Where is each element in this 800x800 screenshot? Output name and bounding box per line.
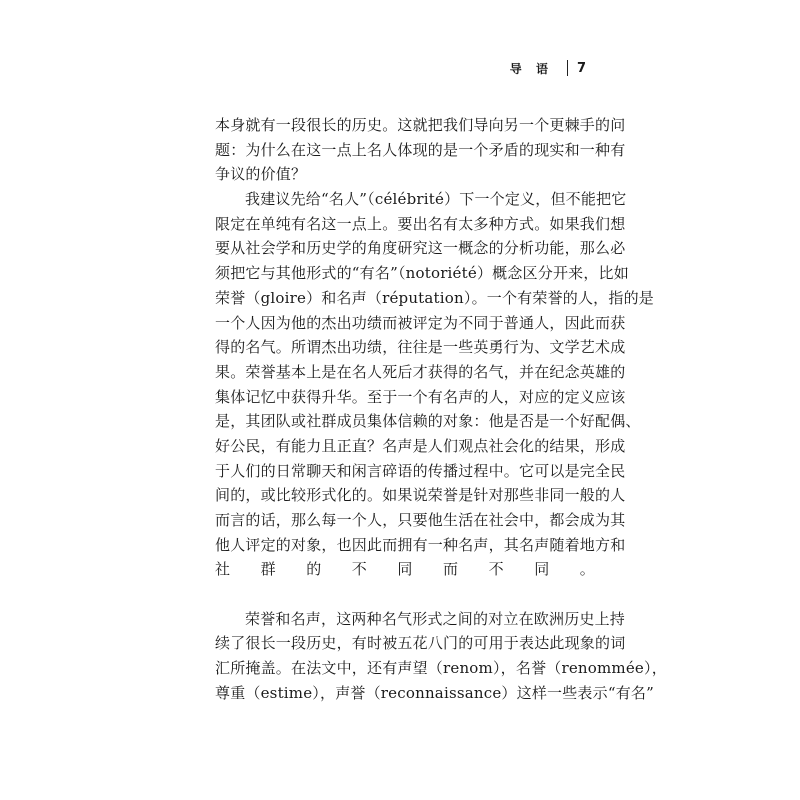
text-line: 集体记忆中获得升华。至于一个有名声的人，对应的定义应该 — [215, 387, 626, 406]
text-line: 于人们的日常聊天和闲言碎语的传播过程中。它可以是完全民 — [215, 461, 626, 480]
body-text — [215, 113, 667, 706]
text-line: 社群的不同而不同。 — [215, 560, 595, 579]
text-line: 果。荣誉基本上是在名人死后才获得的名气，并在纪念英雄的 — [215, 362, 626, 381]
text-line: 争议的价值？ — [215, 165, 307, 184]
header-divider — [567, 60, 568, 76]
text-line: 须把它与其他形式的“有名”（notoriété）概念区分开来，比如 — [215, 264, 629, 283]
running-header — [510, 58, 588, 78]
text-line: 一个人因为他的杰出功绩而被评定为不同于普通人，因此而获 — [215, 313, 626, 332]
section-title: 导 语 — [509, 61, 553, 76]
text-line: 限定在单纯有名这一点上。要出名有太多种方式。如果我们想 — [215, 214, 626, 233]
text-line: 好公民，有能力且正直？名声是人们观点社会化的结果，形成 — [215, 436, 626, 455]
text-line: 荣誉（gloire）和名声（réputation）。一个有荣誉的人，指的是 — [215, 288, 654, 307]
text-line: 是，其团队或社群成员集体信赖的对象：他是否是一个好配偶、 — [215, 412, 641, 431]
text-line: 间的，或比较形式化的。如果说荣誉是针对那些非同一般的人 — [215, 486, 626, 505]
text-line — [215, 582, 595, 607]
text-line: 得的名气。所谓杰出功绩，往往是一些英勇行为、文学艺术成 — [215, 338, 626, 357]
text-line: 我建议先给“名人”（célébrité）下一个定义，但不能把它 — [245, 190, 627, 209]
text-line: 续了很长一段历史，有时被五花八门的可用于表达此现象的词 — [215, 634, 626, 653]
text-line: 尊重（estime），声誉（reconnaissance）这样一些表示“有名” — [215, 683, 654, 702]
text-line: 而言的话，那么每一个人，只要他生活在社会中，都会成为其 — [215, 511, 626, 529]
page-number: 7 — [576, 60, 588, 76]
text-line: 要从社会学和历史学的角度研究这一概念的分析功能，那么必 — [215, 239, 626, 258]
text-line: 本身就有一段很长的历史。这就把我们导向另一个更棘手的问 — [215, 116, 626, 134]
text-line: 汇所掩盖。在法文中，还有声望（renom），名誉（renommée）， — [215, 659, 667, 678]
text-line: 荣誉和名声，这两种名气形式之间的对立在欧洲历史上持 — [245, 609, 626, 628]
text-line: 题：为什么在这一点上名人体现的是一个矛盾的现实和一种有 — [215, 140, 626, 159]
text-line: 他人评定的对象，也因此而拥有一种名声，其名声随着地方和 — [215, 535, 626, 554]
